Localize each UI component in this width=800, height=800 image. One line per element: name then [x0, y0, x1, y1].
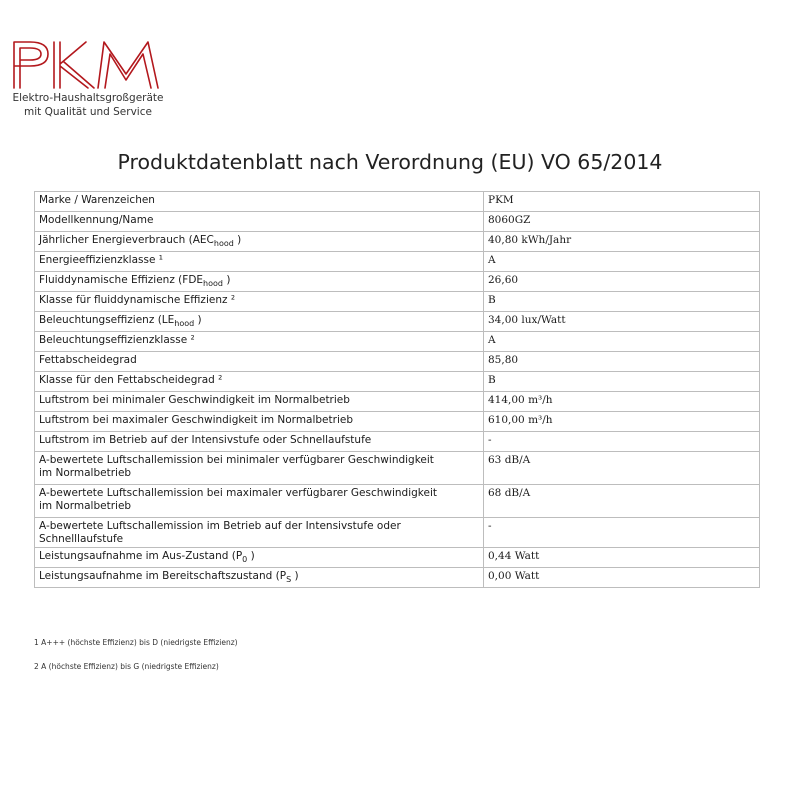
row-label: Fluiddynamische Effizienz ($FDE_{hood}$ ) — [35, 272, 484, 292]
footnote-1: 1 A+++ (höchste Effizienz) bis D (niedrigste Effizienz) — [34, 638, 238, 647]
row-value: 610,00 m³/h — [484, 412, 760, 432]
row-value: 68 dB/A — [484, 485, 760, 518]
row-label: Klasse für fluiddynamische Effizienz ² — [35, 292, 484, 312]
table-row — [35, 518, 760, 548]
row-value: 8060GZ — [484, 212, 760, 232]
row-value: A — [484, 332, 760, 352]
row-label: Luftstrom im Betrieb auf der Intensivstufe oder Schnellaufstufe — [35, 432, 484, 452]
logo-tagline-1: Elektro-Haushaltsgroßgeräte — [12, 92, 164, 104]
footnote-2: 2 A (höchste Effizienz) bis G (niedrigste Effizienz) — [34, 662, 219, 671]
row-value: 85,80 — [484, 352, 760, 372]
row-value: 0,44 Watt — [484, 548, 760, 568]
table-row — [35, 252, 760, 272]
row-value: 34,00 lux/Watt — [484, 312, 760, 332]
table-row — [35, 332, 760, 352]
row-value: B — [484, 292, 760, 312]
row-value: - — [484, 432, 760, 452]
row-label: Beleuchtungseffizienz ($LE_{hood}$ ) — [35, 312, 484, 332]
row-label: Leistungsaufnahme im Bereitschaftszustand ($P_S$ ) — [35, 568, 484, 588]
pkm-logo-mark — [8, 36, 168, 92]
table-row — [35, 432, 760, 452]
row-value: 0,00 Watt — [484, 568, 760, 588]
table-row — [35, 232, 760, 252]
row-value: B — [484, 372, 760, 392]
row-label: Beleuchtungseffizienzklasse ² — [35, 332, 484, 352]
table-row — [35, 212, 760, 232]
row-label: A-bewertete Luftschallemission im Betrieb auf der Intensivstufe oder Schnelllaufstufe — [35, 518, 484, 548]
table-row — [35, 312, 760, 332]
pkm-logo — [8, 36, 168, 120]
table-row — [35, 272, 760, 292]
table-row — [35, 485, 760, 518]
row-label: A-bewertete Luftschallemission bei maximaler verfügbarer Geschwindigkeit im Normalbetrieb — [35, 485, 484, 518]
row-value: PKM — [484, 192, 760, 212]
table-row — [35, 452, 760, 485]
row-label: Jährlicher Energieverbrauch ($AEC_{hood}$ ) — [35, 232, 484, 252]
row-label: Leistungsaufnahme im Aus-Zustand ($P_0$ ) — [35, 548, 484, 568]
row-label: Luftstrom bei minimaler Geschwindigkeit im Normalbetrieb — [35, 392, 484, 412]
table-row — [35, 412, 760, 432]
row-label: Klasse für den Fettabscheidegrad ² — [35, 372, 484, 392]
table-row — [35, 548, 760, 568]
product-data-table — [34, 191, 760, 588]
row-label: Marke / Warenzeichen — [35, 192, 484, 212]
row-value: A — [484, 252, 760, 272]
row-value: 63 dB/A — [484, 452, 760, 485]
row-label: Fettabscheidegrad — [35, 352, 484, 372]
row-label: Energieeffizienzklasse ¹ — [35, 252, 484, 272]
row-label: Luftstrom bei maximaler Geschwindigkeit im Normalbetrieb — [35, 412, 484, 432]
table-row — [35, 292, 760, 312]
table-row — [35, 372, 760, 392]
row-value: 26,60 — [484, 272, 760, 292]
table-row — [35, 568, 760, 588]
table-row — [35, 192, 760, 212]
page-title: Produktdatenblatt nach Verordnung (EU) VO 65/2014 — [117, 150, 663, 174]
row-label: A-bewertete Luftschallemission bei minimaler verfügbarer Geschwindigkeit im Normalbetrieb — [35, 452, 484, 485]
logo-tagline-2: mit Qualität und Service — [24, 106, 152, 118]
table-row — [35, 392, 760, 412]
row-value: - — [484, 518, 760, 548]
row-value: 414,00 m³/h — [484, 392, 760, 412]
row-label: Modellkennung/Name — [35, 212, 484, 232]
row-value: 40,80 kWh/Jahr — [484, 232, 760, 252]
table-row — [35, 352, 760, 372]
